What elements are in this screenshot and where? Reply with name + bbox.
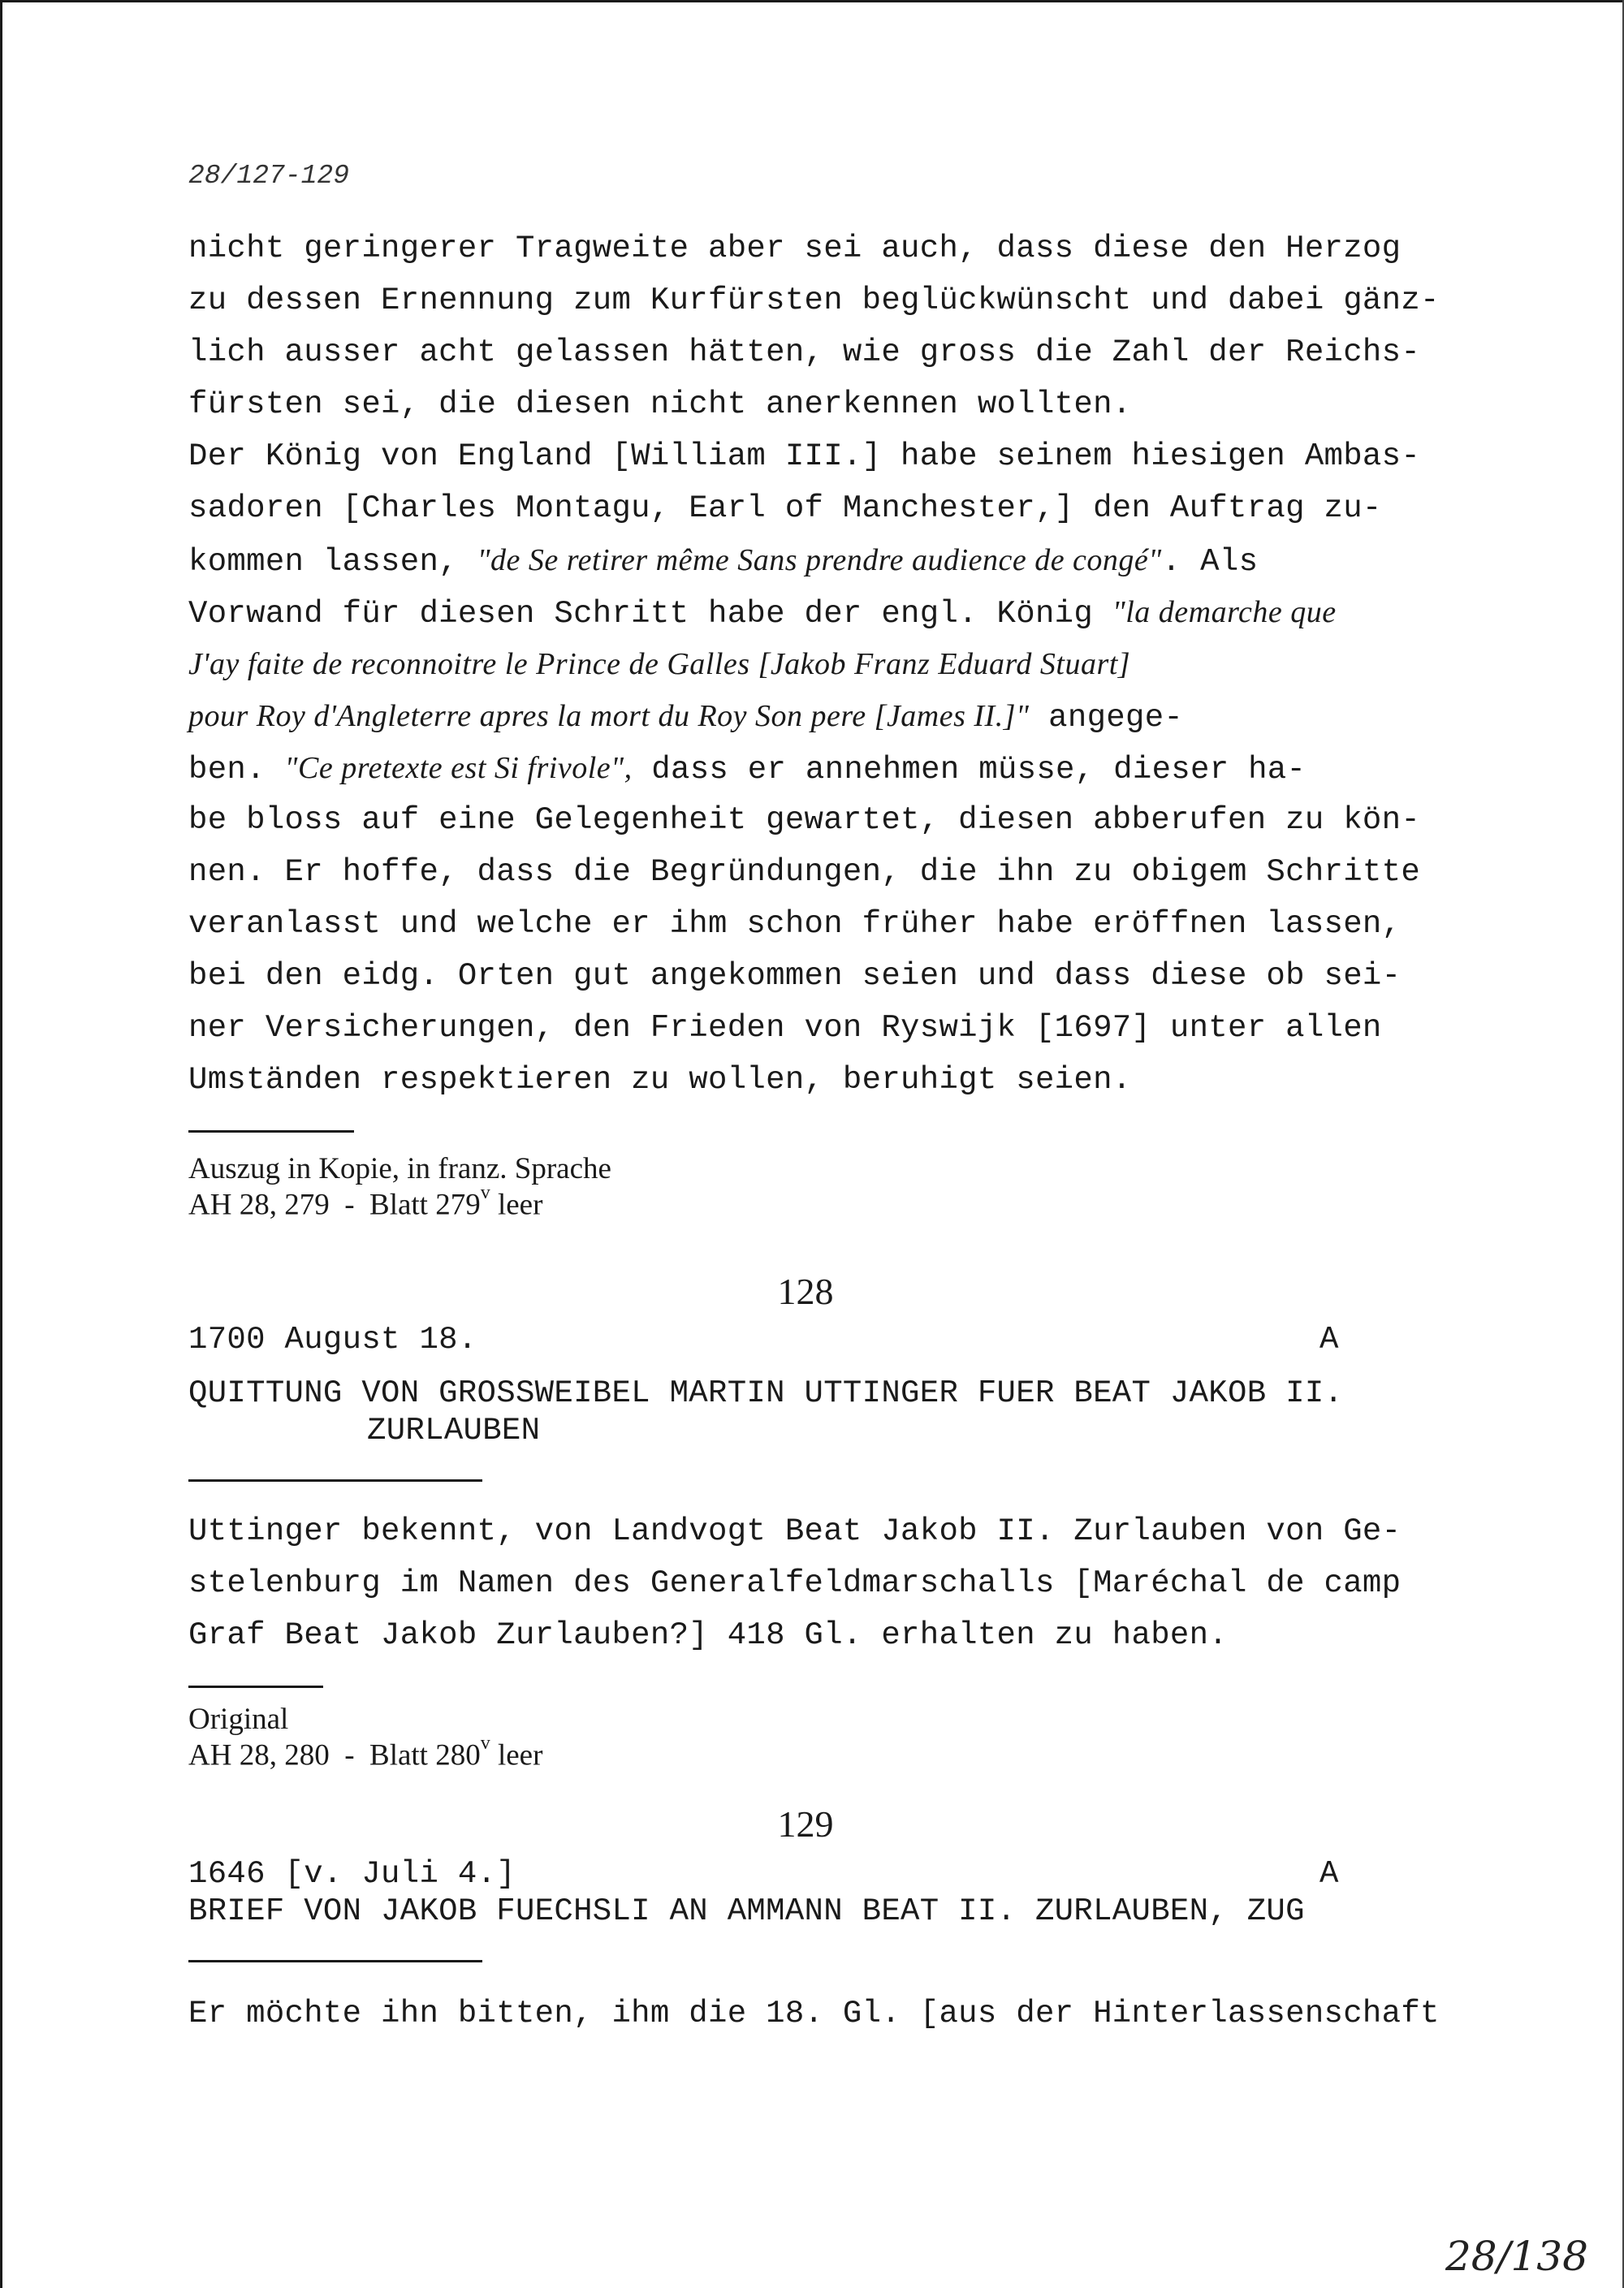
divider-rule <box>188 1479 482 1482</box>
text-line: ben. "Ce pretexte est Si frivole", dass er annehmen müsse, dieser ha- <box>188 751 1307 788</box>
entry-date: 1646 [v. Juli 4.] <box>188 1856 516 1892</box>
text-line: fürsten sei, die diesen nicht anerkennen wollten. <box>188 386 1132 422</box>
text-line: sadoren [Charles Montagu, Earl of Manchester,] den Auftrag zu- <box>188 490 1382 526</box>
text-line: ner Versicherungen, den Frieden von Ryswijk [1697] unter allen <box>188 1010 1382 1046</box>
source-note-line: Original <box>188 1703 289 1736</box>
source-note-line: AH 28, 280 - Blatt 280$^v$ leer <box>188 1733 543 1772</box>
divider-rule <box>188 1960 482 1962</box>
text-line: be bloss auf eine Gelegenheit gewartet, diesen abberufen zu kön- <box>188 802 1421 838</box>
text-line: stelenburg im Namen des Generalfeldmarschalls [Maréchal de camp <box>188 1565 1402 1601</box>
source-note-line: Auszug in Kopie, in franz. Sprache <box>188 1152 611 1185</box>
text-line <box>188 646 1130 684</box>
text-line: lich ausser acht gelassen hätten, wie gross die Zahl der Reichs- <box>188 335 1421 370</box>
french-quote: pour Roy d'Angleterre apres la mort du Roy Son pere [James II.]" <box>188 699 1030 733</box>
page-border-left <box>0 0 2 2288</box>
french-quote: "la demarche que <box>1112 595 1337 629</box>
text-line: nicht geringerer Tragweite aber sei auch, dass diese den Herzog <box>188 231 1402 266</box>
entry-title-continued: ZURLAUBEN <box>367 1413 541 1448</box>
text-line: Uttinger bekennt, von Landvogt Beat Jakob II. Zurlauben von Ge- <box>188 1513 1402 1549</box>
entry-number: 128 <box>777 1271 834 1312</box>
text-line: nen. Er hoffe, dass die Begründungen, die ihn zu obigem Schritte <box>188 854 1421 890</box>
text-line: bei den eidg. Orten gut angekommen seien und dass diese ob sei- <box>188 958 1402 994</box>
text-line: kommen lassen, "de Se retirer même Sans prendre audience de congé". Als <box>188 543 1259 580</box>
entry-title: QUITTUNG VON GROSSWEIBEL MARTIN UTTINGER FUER BEAT JAKOB II. <box>188 1375 1344 1411</box>
text-line: zu dessen Ernennung zum Kurfürsten beglückwünscht und dabei gänz- <box>188 283 1440 318</box>
page-border-top <box>0 0 1624 2</box>
text-line: Graf Beat Jakob Zurlauben?] 418 Gl. erhalten zu haben. <box>188 1617 1229 1653</box>
page-reference: 28/127-129 <box>188 161 350 191</box>
divider-rule <box>188 1686 323 1688</box>
french-quote: "Ce pretexte est Si frivole", <box>284 751 633 785</box>
text-line: Er möchte ihn bitten, ihm die 18. Gl. [aus der Hinterlassenschaft <box>188 1996 1440 2031</box>
entry-letter: A <box>1320 1856 1339 1892</box>
entry-letter: A <box>1320 1322 1339 1358</box>
text-line: Umständen respektieren zu wollen, beruhigt seien. <box>188 1062 1132 1098</box>
text-line: Der König von England [William III.] habe seinem hiesigen Ambas- <box>188 438 1421 474</box>
entry-number: 129 <box>777 1803 834 1845</box>
source-note-line: AH 28, 279 - Blatt 279$^v$ leer <box>188 1182 543 1222</box>
french-quote: J'ay faite de reconnoitre le Prince de Galles [Jakob Franz Eduard Stuart] <box>188 647 1131 681</box>
divider-rule <box>188 1130 354 1133</box>
entry-title: BRIEF VON JAKOB FUECHSLI AN AMMANN BEAT II. ZURLAUBEN, ZUG <box>188 1893 1305 1929</box>
handwritten-folio-number: 28/138 <box>1445 2233 1588 2280</box>
french-quote: "de Se retirer même Sans prendre audience de congé" <box>477 543 1162 577</box>
entry-date: 1700 August 18. <box>188 1322 477 1358</box>
text-line: veranlasst und welche er ihm schon früher habe eröffnen lassen, <box>188 906 1402 942</box>
text-line: Vorwand für diesen Schritt habe der engl. König "la demarche que <box>188 595 1337 632</box>
text-line: pour Roy d'Angleterre apres la mort du Roy Son pere [James II.]" angege- <box>188 699 1184 736</box>
